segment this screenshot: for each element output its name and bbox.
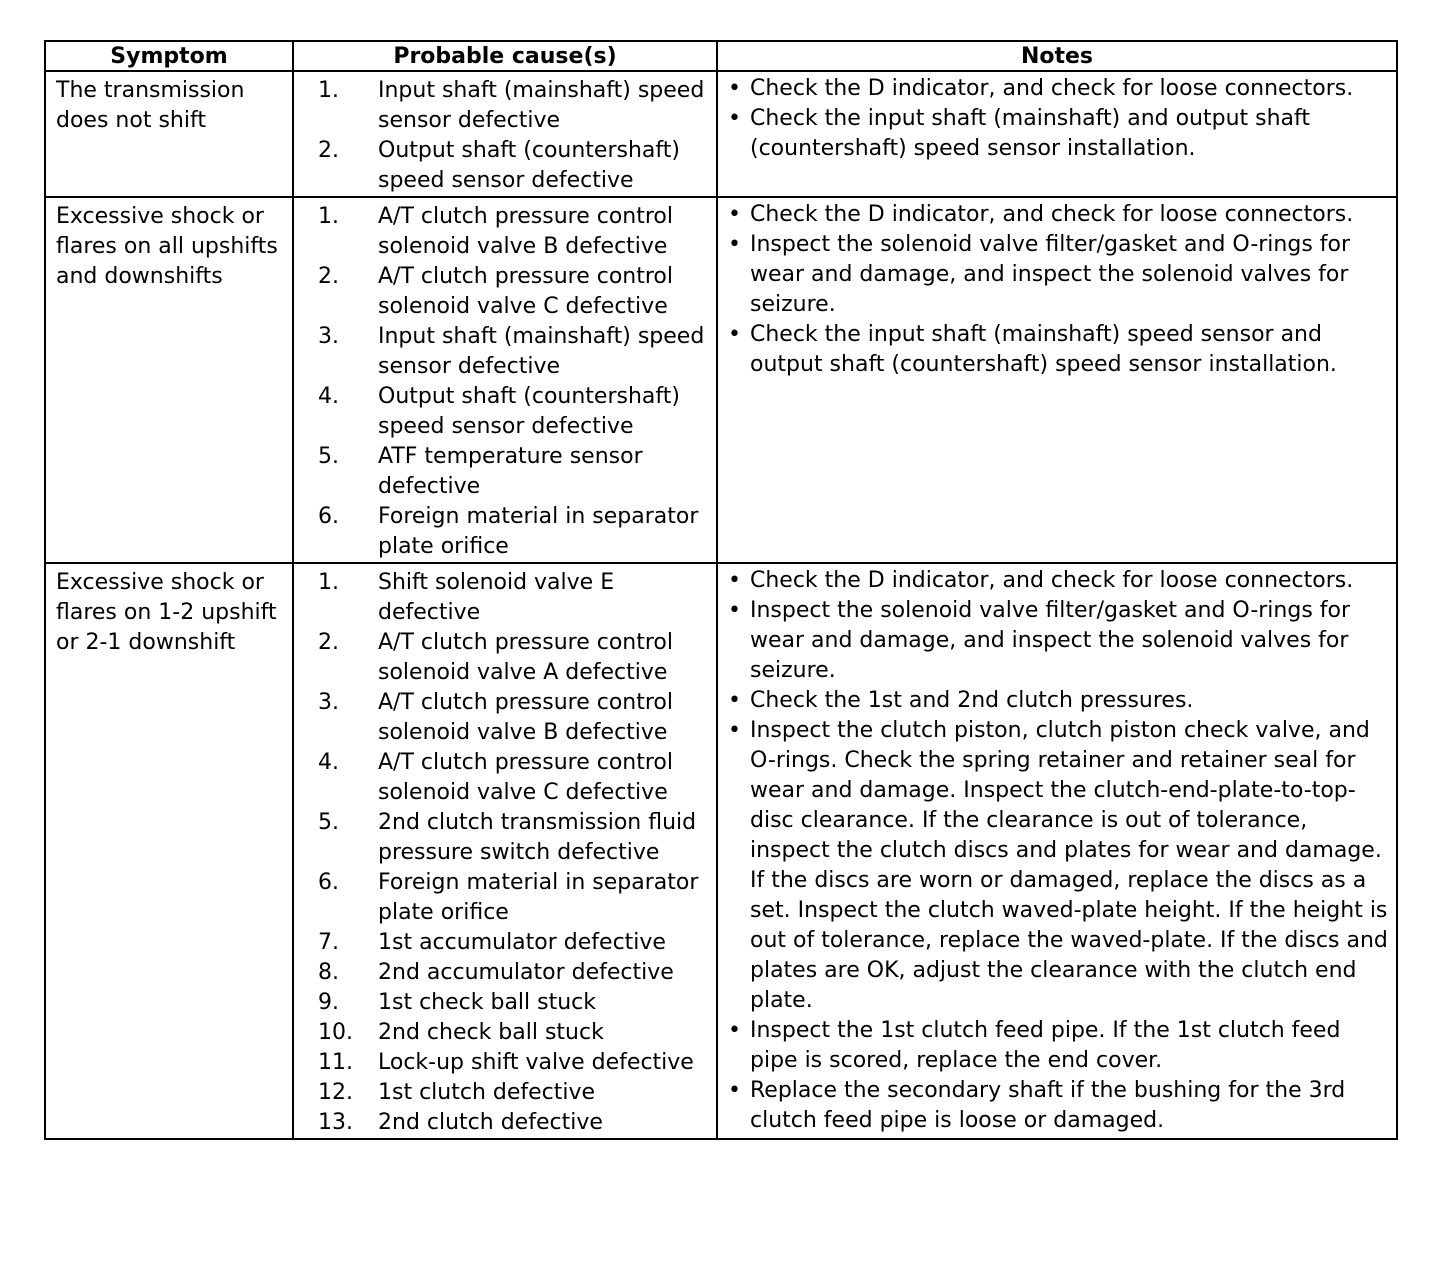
note-item — [728, 230, 1390, 320]
cause-number: 4. — [318, 750, 339, 775]
cause-number: 5. — [318, 810, 339, 835]
cause-text: 1st check ball stuck — [378, 990, 597, 1015]
bullet-icon: • — [728, 688, 741, 713]
symptom-cell: The transmission does not shift — [45, 71, 293, 197]
bullet-icon: • — [728, 598, 741, 623]
cause-text: 1st accumulator defective — [378, 930, 666, 955]
cause-item — [294, 322, 716, 382]
cause-text: A/T clutch pressure control solenoid valve C defective — [378, 264, 673, 319]
note-text: Replace the secondary shaft if the bushing for the 3rd clutch feed pipe is loose or damaged. — [750, 1078, 1346, 1133]
note-item — [728, 596, 1390, 686]
bullet-icon: • — [728, 322, 741, 347]
cause-number: 3. — [318, 690, 339, 715]
notes-cell — [717, 71, 1397, 197]
note-text: Check the input shaft (mainshaft) speed sensor and output shaft (countershaft) speed sensor installation. — [750, 322, 1337, 377]
troubleshooting-table-sheet — [44, 40, 1396, 1140]
note-item — [728, 74, 1390, 104]
note-item — [728, 716, 1390, 1016]
cause-number: 4. — [318, 384, 339, 409]
cause-item — [294, 568, 716, 628]
bullet-icon: • — [728, 76, 741, 101]
note-text: Inspect the 1st clutch feed pipe. If the 1st clutch feed pipe is scored, replace the end cover. — [750, 1018, 1341, 1073]
cause-item — [294, 958, 716, 988]
note-text: Check the input shaft (mainshaft) and output shaft (countershaft) speed sensor installation. — [750, 106, 1311, 161]
header-symptom: Symptom — [45, 41, 293, 71]
notes-cell — [717, 197, 1397, 563]
table-row — [45, 563, 1397, 1139]
note-text: Check the 1st and 2nd clutch pressures. — [750, 688, 1194, 713]
note-item — [728, 320, 1390, 380]
cause-number: 1. — [318, 78, 339, 103]
notes-list — [728, 566, 1390, 1136]
cause-number: 10. — [318, 1020, 353, 1045]
troubleshooting-table — [44, 40, 1398, 1140]
cause-number: 7. — [318, 930, 339, 955]
note-item — [728, 1076, 1390, 1136]
cause-item — [294, 808, 716, 868]
cause-item — [294, 382, 716, 442]
notes-cell — [717, 563, 1397, 1139]
bullet-icon: • — [728, 106, 741, 131]
table-row — [45, 71, 1397, 197]
cause-text: Lock-up shift valve defective — [378, 1050, 694, 1075]
cause-number: 5. — [318, 444, 339, 469]
cause-number: 11. — [318, 1050, 353, 1075]
cause-number: 2. — [318, 630, 339, 655]
cause-text: Foreign material in separator plate orifice — [378, 870, 699, 925]
bullet-icon: • — [728, 568, 741, 593]
cause-number: 6. — [318, 870, 339, 895]
cause-number: 2. — [318, 138, 339, 163]
header-probable-causes: Probable cause(s) — [293, 41, 717, 71]
cause-text: 1st clutch defective — [378, 1080, 596, 1105]
cause-text: ATF temperature sensor defective — [378, 444, 643, 499]
note-text: Inspect the solenoid valve filter/gasket and O-rings for wear and damage, and inspect the solenoid valves for seizure. — [750, 598, 1351, 683]
note-text: Inspect the solenoid valve filter/gasket and O-rings for wear and damage, and inspect the solenoid valves for seizure. — [750, 232, 1351, 317]
cause-number: 13. — [318, 1110, 353, 1135]
symptom-cell: Excessive shock or flares on all upshifts and downshifts — [45, 197, 293, 563]
cause-text: 2nd clutch defective — [378, 1110, 603, 1135]
note-text: Check the D indicator, and check for loose connectors. — [750, 202, 1354, 227]
bullet-icon: • — [728, 232, 741, 257]
note-text: Inspect the clutch piston, clutch piston check valve, and O-rings. Check the spring retainer and retainer seal for wear and damage. Inspect the clutch-end-plate-to-top-disc clearance. If the clearance is out of tolerance, inspect the clutch discs and plates for wear and damage. If the discs are worn or damaged, replace the discs as a set. Inspect the clutch waved-plate height. If the height is out of tolerance, replace the waved-plate. If the discs and plates are OK, adjust the clearance with the clutch end plate. — [750, 718, 1388, 1013]
cause-text: 2nd clutch transmission fluid pressure switch defective — [378, 810, 697, 865]
notes-list — [728, 74, 1390, 164]
note-text: Check the D indicator, and check for loose connectors. — [750, 568, 1354, 593]
bullet-icon: • — [728, 202, 741, 227]
note-item — [728, 104, 1390, 164]
cause-number: 1. — [318, 204, 339, 229]
symptom-cell: Excessive shock or flares on 1-2 upshift or 2-1 downshift — [45, 563, 293, 1139]
note-item — [728, 686, 1390, 716]
cause-text: A/T clutch pressure control solenoid valve C defective — [378, 750, 673, 805]
cause-text: 2nd accumulator defective — [378, 960, 674, 985]
notes-list — [728, 200, 1390, 380]
note-item — [728, 566, 1390, 596]
cause-item — [294, 628, 716, 688]
cause-text: Output shaft (countershaft) speed sensor defective — [378, 138, 680, 193]
cause-text: Shift solenoid valve E defective — [378, 570, 615, 625]
cause-text: A/T clutch pressure control solenoid valve B defective — [378, 690, 673, 745]
cause-item — [294, 76, 716, 136]
cause-item — [294, 868, 716, 928]
cause-item — [294, 1018, 716, 1048]
table-row — [45, 197, 1397, 563]
cause-item — [294, 502, 716, 562]
cause-text: 2nd check ball stuck — [378, 1020, 604, 1045]
cause-number: 1. — [318, 570, 339, 595]
bullet-icon: • — [728, 718, 741, 743]
header-notes: Notes — [717, 41, 1397, 71]
cause-text: A/T clutch pressure control solenoid valve B defective — [378, 204, 673, 259]
cause-item — [294, 748, 716, 808]
probable-causes-cell — [293, 197, 717, 563]
cause-item — [294, 1108, 716, 1138]
header-row — [45, 41, 1397, 71]
note-text: Check the D indicator, and check for loose connectors. — [750, 76, 1354, 101]
cause-item — [294, 136, 716, 196]
cause-item — [294, 688, 716, 748]
bullet-icon: • — [728, 1018, 741, 1043]
cause-text: A/T clutch pressure control solenoid valve A defective — [378, 630, 673, 685]
cause-number: 8. — [318, 960, 339, 985]
cause-item — [294, 1048, 716, 1078]
note-item — [728, 200, 1390, 230]
probable-causes-cell — [293, 71, 717, 197]
cause-item — [294, 928, 716, 958]
cause-text: Output shaft (countershaft) speed sensor defective — [378, 384, 680, 439]
cause-text: Input shaft (mainshaft) speed sensor defective — [378, 324, 705, 379]
cause-number: 12. — [318, 1080, 353, 1105]
cause-number: 9. — [318, 990, 339, 1015]
cause-text: Input shaft (mainshaft) speed sensor defective — [378, 78, 705, 133]
cause-item — [294, 442, 716, 502]
note-item — [728, 1016, 1390, 1076]
cause-item — [294, 988, 716, 1018]
probable-causes-cell — [293, 563, 717, 1139]
table-body — [45, 71, 1397, 1139]
cause-number: 6. — [318, 504, 339, 529]
cause-item — [294, 262, 716, 322]
cause-item — [294, 1078, 716, 1108]
bullet-icon: • — [728, 1078, 741, 1103]
cause-number: 3. — [318, 324, 339, 349]
cause-item — [294, 202, 716, 262]
cause-number: 2. — [318, 264, 339, 289]
cause-text: Foreign material in separator plate orifice — [378, 504, 699, 559]
